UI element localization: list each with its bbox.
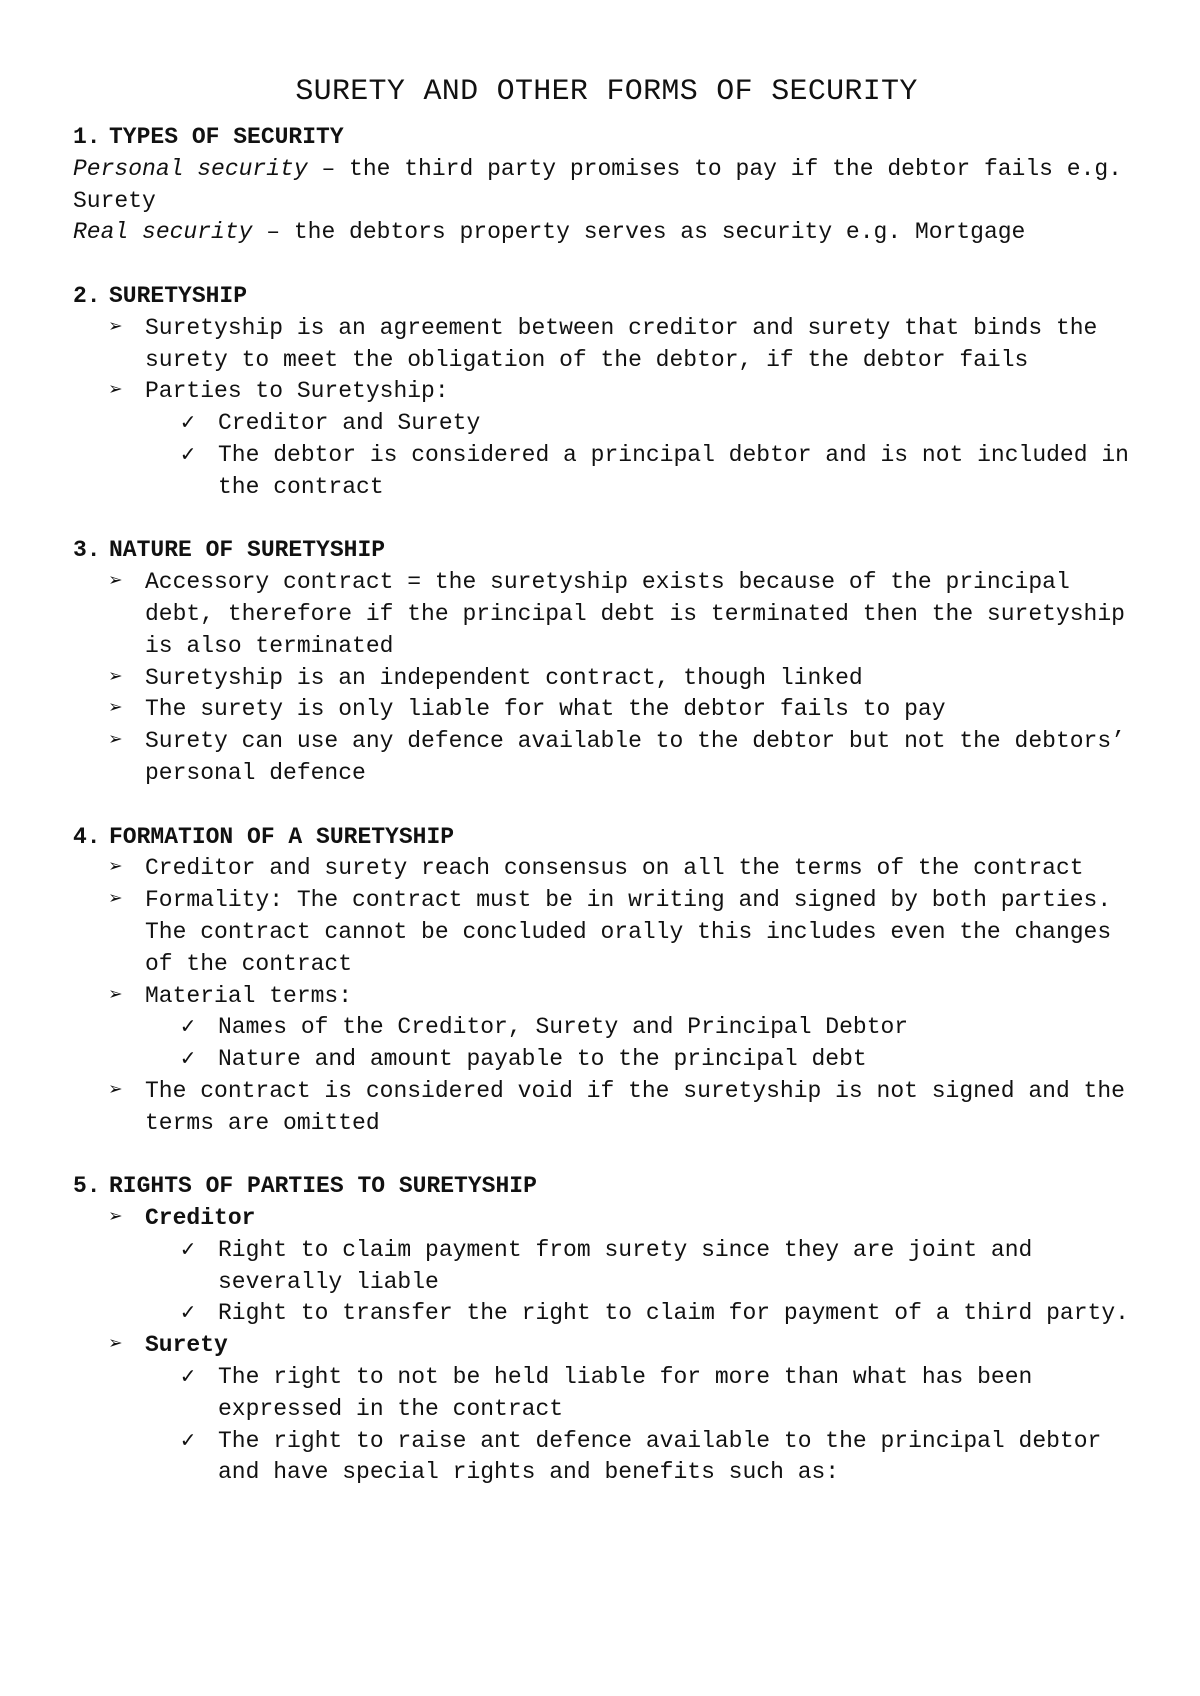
sub-list-item xyxy=(73,1044,1140,1076)
paragraph-personal-security xyxy=(73,154,1140,218)
arrow-bullet-icon: ➢ xyxy=(109,696,123,723)
list-item-text: The contract is considered void if the suretyship is not signed and the terms are omitted xyxy=(145,1077,1125,1136)
arrow-bullet-icon: ➢ xyxy=(109,314,123,341)
sub-list-item xyxy=(73,440,1140,504)
section-number: 2. xyxy=(73,282,101,309)
sub-list-item xyxy=(73,408,1140,440)
list-item xyxy=(73,313,1140,377)
section-heading xyxy=(73,122,1140,154)
section-title: SURETYSHIP xyxy=(109,282,248,309)
section-heading xyxy=(73,535,1140,567)
section-types-of-security xyxy=(73,122,1140,249)
section-rights-of-parties xyxy=(73,1171,1140,1489)
section-number: 5. xyxy=(73,1173,101,1200)
list-item-text: Creditor xyxy=(145,1205,256,1232)
list-item xyxy=(73,853,1140,885)
list-item-text: Material terms: xyxy=(145,982,353,1009)
section-title: RIGHTS OF PARTIES TO SURETYSHIP xyxy=(109,1173,537,1200)
sub-list-item xyxy=(73,1235,1140,1299)
checkmark-icon: ✓ xyxy=(181,410,195,437)
list-item-text: Surety can use any defence available to the debtor but not the debtors’ personal defence xyxy=(145,728,1125,786)
list-item-text: Accessory contract = the suretyship exists because of the principal debt, therefore if the principal debt is terminated then the suretyship is also terminated xyxy=(145,569,1125,659)
list-item-text: Names of the Creditor, Surety and Principal Debtor xyxy=(218,1014,909,1041)
checkmark-icon: ✓ xyxy=(181,1364,195,1391)
list-item xyxy=(73,694,1140,726)
paragraph-real-security xyxy=(73,217,1140,249)
section-title: FORMATION OF A SURETYSHIP xyxy=(109,823,455,850)
term-personal-security: Personal security xyxy=(73,155,308,182)
document-title: SURETY AND OTHER FORMS OF SECURITY xyxy=(295,75,918,109)
list-item xyxy=(73,1076,1140,1140)
list-item xyxy=(73,885,1140,980)
arrow-bullet-icon: ➢ xyxy=(109,378,123,405)
list-item xyxy=(73,981,1140,1013)
list-item-text: The right to not be held liable for more than what has been expressed in the contract xyxy=(218,1364,1033,1422)
checkmark-icon: ✓ xyxy=(181,1014,195,1041)
arrow-bullet-icon: ➢ xyxy=(109,1077,123,1104)
arrow-bullet-icon: ➢ xyxy=(109,728,123,755)
arrow-bullet-icon: ➢ xyxy=(109,855,123,882)
list-item xyxy=(73,567,1140,662)
section-heading xyxy=(73,822,1140,854)
list-item-text: The debtor is considered a principal debtor and is not included in the contract xyxy=(218,441,1129,500)
sub-list-item xyxy=(73,1012,1140,1044)
arrow-bullet-icon: ➢ xyxy=(109,664,123,691)
sub-list-item xyxy=(73,1298,1140,1330)
list-item-text: Creditor and Surety xyxy=(218,410,481,437)
section-formation-of-suretyship xyxy=(73,822,1140,1140)
section-number: 1. xyxy=(73,124,101,150)
section-title: NATURE OF SURETYSHIP xyxy=(109,537,386,564)
list-item xyxy=(73,663,1140,695)
list-item xyxy=(73,376,1140,408)
list-item-text: The surety is only liable for what the debtor fails to pay xyxy=(145,696,946,723)
section-nature-of-suretyship xyxy=(73,535,1140,789)
list-item xyxy=(73,726,1140,790)
checkmark-icon: ✓ xyxy=(181,1236,195,1263)
checkmark-icon: ✓ xyxy=(181,441,195,468)
list-item-text: The right to raise ant defence available to the principal debtor and have special rights and benefits such as: xyxy=(218,1427,1102,1486)
list-item-text: Formality: The contract must be in writing and signed by both parties. The contract cannot be concluded orally this includes even the changes of the contract xyxy=(145,887,1112,977)
section-number: 3. xyxy=(73,537,101,564)
list-item-text: Surety xyxy=(145,1332,228,1359)
definition-text: – the debtors property serves as security e.g. Mortgage xyxy=(252,219,1026,246)
section-number: 4. xyxy=(73,823,101,850)
list-item-surety xyxy=(73,1330,1140,1362)
list-item-text: Right to claim payment from surety since they are joint and severally liable xyxy=(218,1236,1033,1295)
list-item-text: Nature and amount payable to the principal debt xyxy=(218,1046,867,1073)
arrow-bullet-icon: ➢ xyxy=(109,1205,123,1232)
list-item-text: Creditor and surety reach consensus on all the terms of the contract xyxy=(145,855,1084,882)
section-suretyship xyxy=(73,281,1140,504)
list-item-text: Suretyship is an independent contract, though linked xyxy=(145,664,863,691)
arrow-bullet-icon: ➢ xyxy=(109,1332,123,1359)
sub-list-item xyxy=(73,1362,1140,1426)
checkmark-icon: ✓ xyxy=(181,1046,195,1073)
arrow-bullet-icon: ➢ xyxy=(109,982,123,1009)
arrow-bullet-icon: ➢ xyxy=(109,569,123,596)
checkmark-icon: ✓ xyxy=(181,1300,195,1327)
arrow-bullet-icon: ➢ xyxy=(109,887,123,914)
list-item-text: Parties to Suretyship: xyxy=(145,378,449,405)
list-item-text: Right to transfer the right to claim for payment of a third party. xyxy=(218,1300,1129,1327)
section-heading xyxy=(73,1171,1140,1203)
term-real-security: Real security xyxy=(73,219,253,246)
list-item-creditor xyxy=(73,1203,1140,1235)
checkmark-icon: ✓ xyxy=(181,1427,195,1454)
sub-list-item xyxy=(73,1426,1140,1490)
list-item-text: Suretyship is an agreement between creditor and surety that binds the surety to meet the obligation of the debtor, if the debtor fails xyxy=(145,314,1098,373)
section-heading xyxy=(73,281,1140,313)
section-title: TYPES OF SECURITY xyxy=(109,124,344,150)
definition-text: – the third party promises to pay if the debtor fails e.g. Surety xyxy=(73,155,1136,214)
